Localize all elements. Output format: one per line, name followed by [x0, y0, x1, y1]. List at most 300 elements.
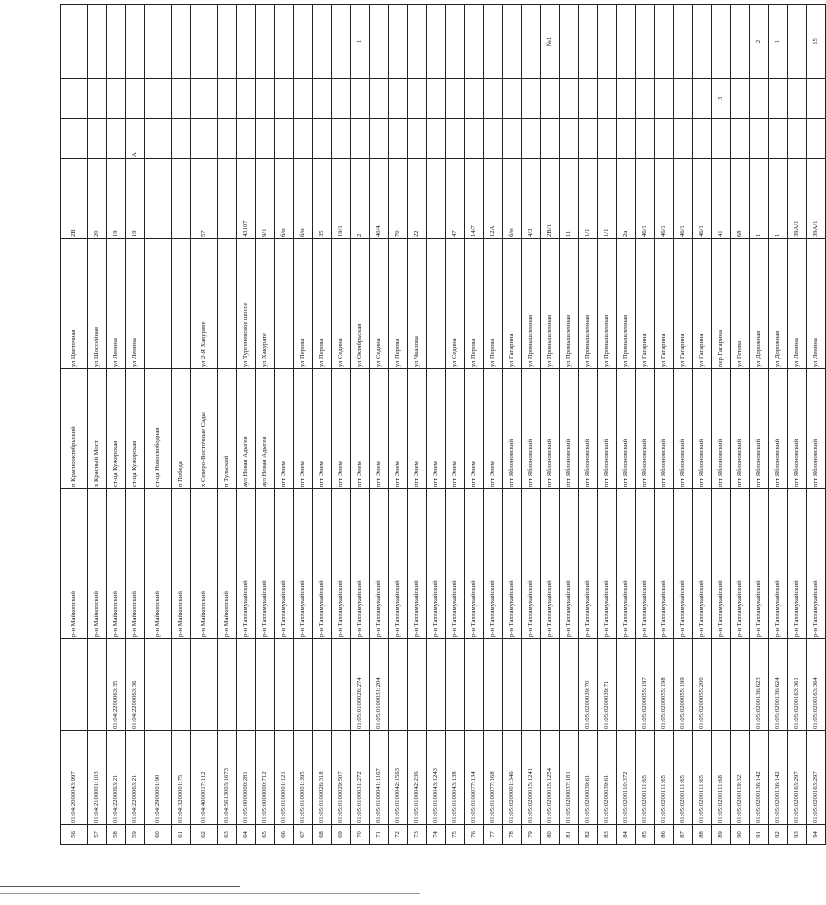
cell-cadastral2	[427, 639, 446, 731]
cell-mark	[107, 79, 126, 119]
cell-cadastral2: 01:05:0200055:197	[636, 639, 655, 731]
cell-district: р-н Майкопский	[88, 489, 107, 639]
cell-house: 12А	[484, 159, 503, 239]
register-table	[60, 4, 826, 845]
cell-cadastral: 01:05:0000000:281	[237, 731, 256, 825]
cell-street: ул Гагарина	[693, 239, 712, 369]
cell-num: 93	[788, 825, 807, 845]
table-body	[61, 5, 826, 845]
cell-settlement: пгт Яблоновский	[674, 369, 693, 489]
cell-district: р-н Тахтамукайский	[750, 489, 769, 639]
cell-num: 89	[712, 825, 731, 845]
cell-mark	[788, 79, 807, 119]
cell-extra	[172, 5, 191, 79]
cell-extra	[88, 5, 107, 79]
cell-house: 11	[560, 159, 579, 239]
cell-mark	[560, 79, 579, 119]
cell-street: ул Промышленная	[522, 239, 541, 369]
cell-house: б/н	[294, 159, 313, 239]
cell-cadastral2	[256, 639, 275, 731]
table-row	[218, 5, 237, 845]
cell-cadastral: 01:05:0200015:1241	[522, 731, 541, 825]
cell-street: ул Перова	[294, 239, 313, 369]
cell-mark	[88, 79, 107, 119]
cell-cadastral: 01:05:0200111:65	[655, 731, 674, 825]
cell-street	[218, 239, 237, 369]
cell-house: 35	[313, 159, 332, 239]
cell-mark	[674, 79, 693, 119]
cell-building	[408, 119, 427, 159]
cell-settlement: пгт Энем	[465, 369, 484, 489]
cell-house: 41	[712, 159, 731, 239]
cell-building	[446, 119, 465, 159]
cell-cadastral: 01:05:0200111:65	[693, 731, 712, 825]
cell-street	[275, 239, 294, 369]
cell-settlement: аул Новая Адыгея	[237, 369, 256, 489]
table-row	[237, 5, 256, 845]
cell-district: р-н Тахтамукайский	[788, 489, 807, 639]
cell-building	[522, 119, 541, 159]
cell-num: 88	[693, 825, 712, 845]
cell-mark	[693, 79, 712, 119]
cell-settlement: пгт Яблоновский	[560, 369, 579, 489]
cell-street: ул Гетева	[731, 239, 750, 369]
cell-cadastral: 01:05:0200037:181	[560, 731, 579, 825]
cell-mark	[541, 79, 560, 119]
cell-num: 76	[465, 825, 484, 845]
cell-num: 80	[541, 825, 560, 845]
cell-mark	[579, 79, 598, 119]
cell-street: ул Ленина	[807, 239, 826, 369]
cell-street: ул Цветочная	[61, 239, 88, 369]
cell-cadastral2: 01:05:0100031:204	[370, 639, 389, 731]
cell-cadastral: 01:05:0200136:142	[750, 731, 769, 825]
cell-cadastral: 01:04:4000017:112	[191, 731, 218, 825]
cell-settlement: пгт Энем	[446, 369, 465, 489]
cell-building	[617, 119, 636, 159]
cell-num: 91	[750, 825, 769, 845]
cell-street: ул Гагарина	[674, 239, 693, 369]
cell-district: р-н Тахтамукайский	[237, 489, 256, 639]
cell-mark	[636, 79, 655, 119]
cell-num: 56	[61, 825, 88, 845]
cell-street: ул Тургеневское шоссе	[237, 239, 256, 369]
cell-district: р-н Тахтамукайский	[522, 489, 541, 639]
cell-house: б/н	[503, 159, 522, 239]
cell-cadastral: 01:05:0100077:134	[465, 731, 484, 825]
cell-num: 82	[579, 825, 598, 845]
cell-building	[807, 119, 826, 159]
cell-mark	[172, 79, 191, 119]
cell-building	[598, 119, 617, 159]
cell-cadastral: 01:05:0200163:297	[807, 731, 826, 825]
cell-cadastral: 01:05:0100043:138	[446, 731, 465, 825]
table-row	[807, 5, 826, 845]
cell-building	[484, 119, 503, 159]
cell-mark	[313, 79, 332, 119]
cell-extra	[370, 5, 389, 79]
cell-house: 20	[88, 159, 107, 239]
cell-street: ул Дорожная	[769, 239, 788, 369]
cell-cadastral: 01:04:2000043:997	[61, 731, 88, 825]
cell-district: р-н Тахтамукайский	[256, 489, 275, 639]
cell-building	[191, 119, 218, 159]
cell-house: 22	[408, 159, 427, 239]
table-row	[88, 5, 107, 845]
cell-extra	[484, 5, 503, 79]
cell-street: ул Промышленная	[579, 239, 598, 369]
cell-building: А	[126, 119, 145, 159]
cell-cadastral: 01:05:0000000:712	[256, 731, 275, 825]
cell-num: 61	[172, 825, 191, 845]
cell-building	[256, 119, 275, 159]
cell-extra	[788, 5, 807, 79]
cell-num: 74	[427, 825, 446, 845]
cell-num: 78	[503, 825, 522, 845]
cell-mark	[769, 79, 788, 119]
cell-cadastral2: 01:05:0100026:274	[351, 639, 370, 731]
cell-house	[145, 159, 172, 239]
table-row	[145, 5, 172, 845]
cell-district: р-н Тахтамукайский	[731, 489, 750, 639]
cell-house: б/н	[275, 159, 294, 239]
cell-district: р-н Майкопский	[172, 489, 191, 639]
cell-num: 79	[522, 825, 541, 845]
cell-street: ул Октябрьская	[351, 239, 370, 369]
table-row	[107, 5, 126, 845]
cell-street: ул Хакурате	[256, 239, 275, 369]
cell-num: 62	[191, 825, 218, 845]
cell-num: 58	[107, 825, 126, 845]
cell-district: р-н Тахтамукайский	[313, 489, 332, 639]
cell-settlement: пгт Яблоновский	[522, 369, 541, 489]
cell-num: 73	[408, 825, 427, 845]
cell-settlement: пгт Энем	[427, 369, 446, 489]
cell-num: 57	[88, 825, 107, 845]
cell-district: р-н Тахтамукайский	[693, 489, 712, 639]
cell-extra	[636, 5, 655, 79]
cell-settlement: ст-ца Новосвободная	[145, 369, 172, 489]
cell-building	[750, 119, 769, 159]
cell-district: р-н Тахтамукайский	[560, 489, 579, 639]
cell-mark	[237, 79, 256, 119]
cell-extra	[126, 5, 145, 79]
cell-mark	[750, 79, 769, 119]
table-row	[655, 5, 674, 845]
cell-cadastral2	[389, 639, 408, 731]
cell-house: 39А/1	[807, 159, 826, 239]
cell-street: ул Перова	[465, 239, 484, 369]
cell-cadastral: 01:05:0200039:61	[598, 731, 617, 825]
cell-num: 65	[256, 825, 275, 845]
cell-settlement: пгт Энем	[408, 369, 427, 489]
cell-settlement: пгт Яблоновский	[636, 369, 655, 489]
table-row	[294, 5, 313, 845]
rotated-table-container	[60, 5, 819, 845]
cell-num: 86	[655, 825, 674, 845]
cell-extra	[503, 5, 522, 79]
cell-mark	[598, 79, 617, 119]
cell-mark	[191, 79, 218, 119]
cell-cadastral2: 01:05:0200136:623	[750, 639, 769, 731]
cell-cadastral: 01:05:0100026:318	[313, 731, 332, 825]
cell-cadastral: 01:05:0100042:236	[408, 731, 427, 825]
cell-building	[218, 119, 237, 159]
cell-cadastral: 01:05:0200111:65	[636, 731, 655, 825]
cell-cadastral: 01:05:0200111:68	[712, 731, 731, 825]
cell-house: 2В/1	[541, 159, 560, 239]
cell-house: 19/1	[332, 159, 351, 239]
cell-extra	[465, 5, 484, 79]
cell-settlement: пгт Энем	[351, 369, 370, 489]
table-row	[275, 5, 294, 845]
cell-extra	[107, 5, 126, 79]
cell-cadastral2	[88, 639, 107, 731]
cell-mark	[427, 79, 446, 119]
cell-extra: 1	[351, 5, 370, 79]
cell-building	[541, 119, 560, 159]
table-row	[465, 5, 484, 845]
cell-extra	[579, 5, 598, 79]
cell-district: р-н Тахтамукайский	[465, 489, 484, 639]
cell-cadastral: 01:05:0200001:346	[503, 731, 522, 825]
cell-building	[712, 119, 731, 159]
cell-extra	[256, 5, 275, 79]
cell-cadastral: 01:04:2100001:103	[88, 731, 107, 825]
cell-building	[389, 119, 408, 159]
cell-building	[172, 119, 191, 159]
table-row	[370, 5, 389, 845]
cell-building	[88, 119, 107, 159]
cell-district: р-н Майкопский	[191, 489, 218, 639]
cell-building	[465, 119, 484, 159]
cell-settlement: п Краснооктябрьский	[61, 369, 88, 489]
table-row	[731, 5, 750, 845]
cell-settlement: х Северо-Восточные Сады	[191, 369, 218, 489]
cell-building	[61, 119, 88, 159]
cell-district: р-н Тахтамукайский	[294, 489, 313, 639]
cell-settlement: пгт Яблоновский	[750, 369, 769, 489]
cell-extra: 1	[769, 5, 788, 79]
cell-district: р-н Тахтамукайский	[636, 489, 655, 639]
table-row	[541, 5, 560, 845]
cell-district: р-н Тахтамукайский	[351, 489, 370, 639]
cell-cadastral2	[541, 639, 560, 731]
cell-house: 46/1	[655, 159, 674, 239]
cell-settlement: пгт Энем	[275, 369, 294, 489]
cell-mark	[807, 79, 826, 119]
cell-mark	[522, 79, 541, 119]
cell-district: р-н Майкопский	[126, 489, 145, 639]
cell-cadastral: 01:05:0200015:1254	[541, 731, 560, 825]
table-row	[126, 5, 145, 845]
cell-mark	[370, 79, 389, 119]
cell-mark: 3	[712, 79, 731, 119]
cell-street: ул 2-Я Хакурате	[191, 239, 218, 369]
cell-house	[172, 159, 191, 239]
cell-num: 71	[370, 825, 389, 845]
cell-settlement: пгт Энем	[370, 369, 389, 489]
cell-street: ул Шоссейная	[88, 239, 107, 369]
cell-district: р-н Тахтамукайский	[332, 489, 351, 639]
cell-extra	[145, 5, 172, 79]
cell-settlement: пгт Яблоновский	[617, 369, 636, 489]
cell-settlement: пгт Яблоновский	[655, 369, 674, 489]
cell-settlement: пгт Энем	[313, 369, 332, 489]
cell-cadastral2: 01:05:0200163:361	[788, 639, 807, 731]
table-row	[674, 5, 693, 845]
cell-street: ул Ленина	[788, 239, 807, 369]
cell-extra	[313, 5, 332, 79]
cell-mark	[389, 79, 408, 119]
cell-extra	[332, 5, 351, 79]
cell-street: ул Ленина	[126, 239, 145, 369]
cell-building	[145, 119, 172, 159]
cell-district: р-н Тахтамукайский	[275, 489, 294, 639]
cell-cadastral: 01:04:2200063:21	[107, 731, 126, 825]
cell-cadastral2	[731, 639, 750, 731]
cell-cadastral: 01:05:0200111:65	[674, 731, 693, 825]
cell-cadastral: 01:05:0200119:32	[731, 731, 750, 825]
cell-district: р-н Тахтамукайский	[579, 489, 598, 639]
cell-extra	[408, 5, 427, 79]
cell-house: 46/1	[674, 159, 693, 239]
table-row	[636, 5, 655, 845]
cell-cadastral2	[560, 639, 579, 731]
cell-cadastral2	[172, 639, 191, 731]
cell-settlement: пгт Яблоновский	[807, 369, 826, 489]
cell-house: 1	[750, 159, 769, 239]
cell-house	[427, 159, 446, 239]
cell-house: 9/1	[256, 159, 275, 239]
cell-street: ул Перова	[389, 239, 408, 369]
cell-district: р-н Тахтамукайский	[807, 489, 826, 639]
cell-cadastral2	[191, 639, 218, 731]
cell-num: 68	[313, 825, 332, 845]
cell-cadastral2	[275, 639, 294, 731]
cell-building	[674, 119, 693, 159]
cell-settlement: ст-ца Кужорская	[126, 369, 145, 489]
cell-num: 94	[807, 825, 826, 845]
cell-num: 66	[275, 825, 294, 845]
cell-cadastral2: 01:05:0200039:70	[579, 639, 598, 731]
cell-num: 92	[769, 825, 788, 845]
cell-settlement: пгт Энем	[389, 369, 408, 489]
cell-mark	[408, 79, 427, 119]
cell-building	[370, 119, 389, 159]
cell-mark	[503, 79, 522, 119]
cell-extra	[598, 5, 617, 79]
cell-settlement: пгт Яблоновский	[769, 369, 788, 489]
cell-district: р-н Тахтамукайский	[503, 489, 522, 639]
cell-mark	[275, 79, 294, 119]
cell-extra	[712, 5, 731, 79]
cell-building	[731, 119, 750, 159]
cell-mark	[731, 79, 750, 119]
cell-num: 83	[598, 825, 617, 845]
cell-building	[579, 119, 598, 159]
table-row	[769, 5, 788, 845]
cell-house: 46/1	[693, 159, 712, 239]
cell-settlement: пгт Энем	[484, 369, 503, 489]
cell-settlement: п Победа	[172, 369, 191, 489]
cell-cadastral: 01:05:0100042:1563	[389, 731, 408, 825]
cell-settlement: аул Новая Адыгея	[256, 369, 275, 489]
cell-cadastral2: 01:05:0200055:200	[693, 639, 712, 731]
table-row	[332, 5, 351, 845]
cell-house: 2	[351, 159, 370, 239]
cell-extra: 2	[750, 5, 769, 79]
cell-house: 1	[769, 159, 788, 239]
cell-settlement: пгт Энем	[332, 369, 351, 489]
scan-edge-line	[0, 886, 240, 887]
cell-cadastral2: 01:05:0200136:624	[769, 639, 788, 731]
cell-building	[275, 119, 294, 159]
cell-num: 90	[731, 825, 750, 845]
cell-mark	[332, 79, 351, 119]
cell-extra	[674, 5, 693, 79]
cell-building	[351, 119, 370, 159]
cell-extra	[522, 5, 541, 79]
cell-building	[769, 119, 788, 159]
cell-cadastral: 01:05:0100031:272	[351, 731, 370, 825]
cell-extra	[731, 5, 750, 79]
cell-mark	[617, 79, 636, 119]
cell-street: ул Перова	[484, 239, 503, 369]
cell-num: 70	[351, 825, 370, 845]
table-row	[351, 5, 370, 845]
cell-cadastral2	[218, 639, 237, 731]
table-row	[503, 5, 522, 845]
cell-house: 2а	[617, 159, 636, 239]
cell-street: ул Седина	[332, 239, 351, 369]
cell-house: 1/1	[598, 159, 617, 239]
cell-cadastral2	[145, 639, 172, 731]
cell-cadastral2	[446, 639, 465, 731]
cell-cadastral2: 01:05:0200039:71	[598, 639, 617, 731]
cell-num: 75	[446, 825, 465, 845]
cell-house: 19	[126, 159, 145, 239]
cell-house: 4/3	[522, 159, 541, 239]
table-row	[446, 5, 465, 845]
cell-street	[172, 239, 191, 369]
cell-mark	[446, 79, 465, 119]
cell-house: 40/4	[370, 159, 389, 239]
cell-num: 64	[237, 825, 256, 845]
cell-extra	[61, 5, 88, 79]
cell-house: 57	[191, 159, 218, 239]
cell-house: 43107	[237, 159, 256, 239]
table-row	[389, 5, 408, 845]
cell-cadastral: 01:05:0100043:1243	[427, 731, 446, 825]
cell-district: р-н Тахтамукайский	[541, 489, 560, 639]
cell-num: 63	[218, 825, 237, 845]
cell-house: 68	[731, 159, 750, 239]
cell-cadastral2	[313, 639, 332, 731]
scan-edge-line	[0, 893, 420, 894]
cell-district: р-н Тахтамукайский	[712, 489, 731, 639]
table-row	[693, 5, 712, 845]
cell-cadastral2	[237, 639, 256, 731]
table-row	[191, 5, 218, 845]
cell-cadastral2	[465, 639, 484, 731]
cell-num: 67	[294, 825, 313, 845]
cell-num: 87	[674, 825, 693, 845]
cell-cadastral: 01:05:0100041:1167	[370, 731, 389, 825]
cell-extra	[191, 5, 218, 79]
cell-settlement: х Красный Мост	[88, 369, 107, 489]
cell-mark	[218, 79, 237, 119]
